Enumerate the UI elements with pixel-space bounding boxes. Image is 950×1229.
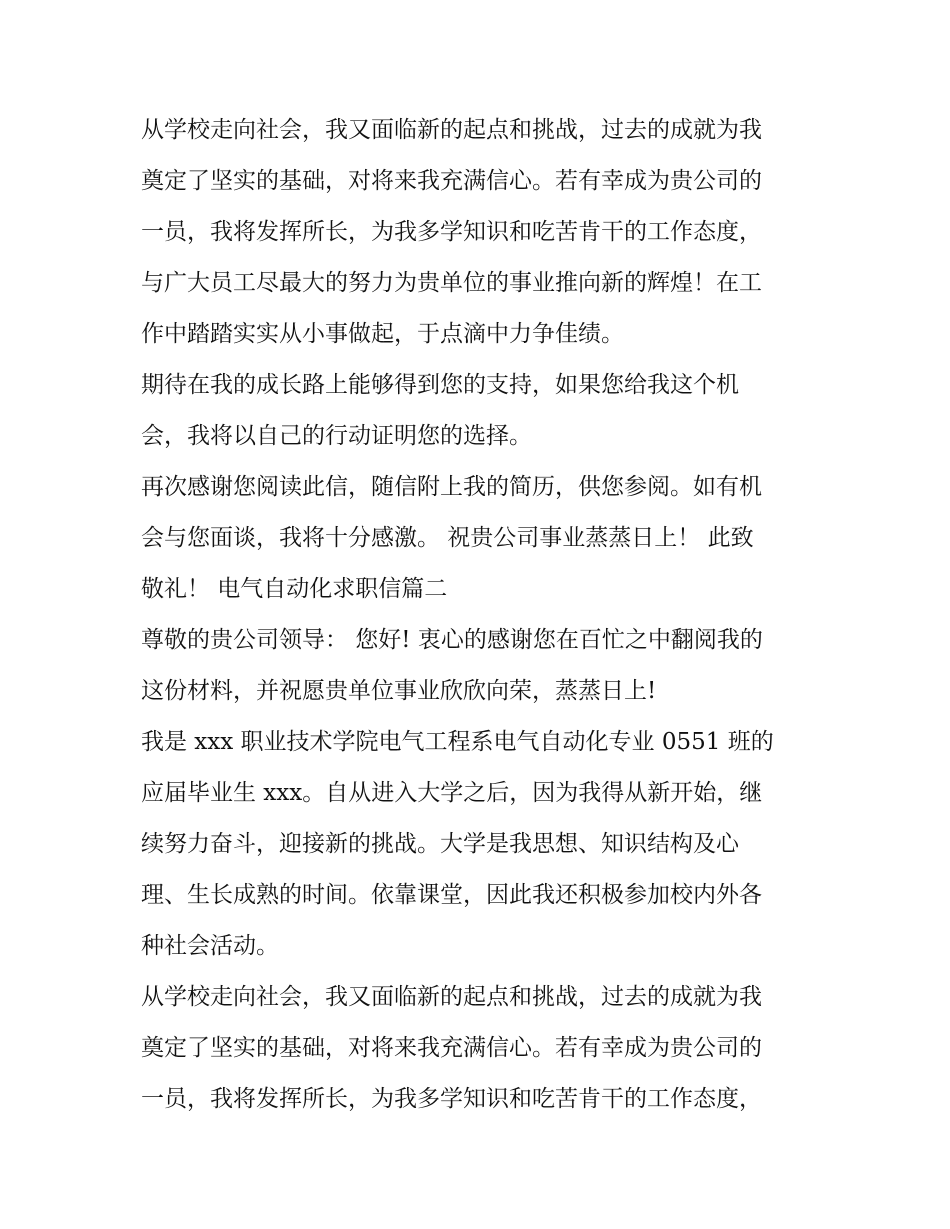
text-line: 敬礼！ 电气自动化求职信篇二 (141, 576, 448, 602)
text-line: 我是 xxx 职业技术学院电气工程系电气自动化专业 0551 班的 (141, 729, 774, 755)
text-line: 奠定了坚实的基础，对将来我充满信心。若有幸成为贵公司的 (141, 168, 762, 194)
text-line: 会与您面谈，我将十分感激。 祝贵公司事业蒸蒸日上！ 此致 (141, 525, 754, 551)
paragraph-2 (141, 364, 814, 466)
text-line: 再次感谢您阅读此信，随信附上我的简历，供您参阅。如有机 (141, 474, 762, 500)
text-line: 与广大员工尽最大的努力为贵单位的事业推向新的辉煌！在工 (141, 270, 762, 296)
text-line: 奠定了坚实的基础，对将来我充满信心。若有幸成为贵公司的 (141, 1035, 762, 1061)
text-line: 作中踏踏实实从小事做起，于点滴中力争佳绩。 (141, 321, 624, 347)
text-line: 应届毕业生 xxx。自从进入大学之后，因为我得从新开始，继 (141, 780, 763, 806)
text-line: 这份材料，并祝愿贵单位事业欣欣向荣，蒸蒸日上! (141, 678, 657, 704)
text-line: 一员，我将发挥所长，为我多学知识和吃苦肯干的工作态度， (141, 219, 762, 245)
paragraph-3 (141, 466, 814, 619)
text-line: 从学校走向社会，我又面临新的起点和挑战，过去的成就为我 (141, 117, 762, 143)
text-line: 期待在我的成长路上能够得到您的支持，如果您给我这个机 (141, 372, 739, 398)
text-line: 续努力奋斗，迎接新的挑战。大学是我思想、知识结构及心 (141, 831, 739, 857)
text-line: 一员，我将发挥所长，为我多学知识和吃苦肯干的工作态度， (141, 1086, 762, 1112)
paragraph-5 (141, 721, 814, 976)
text-line: 理、生长成熟的时间。依靠课堂，因此我还积极参加校内外各 (141, 882, 762, 908)
text-line: 会，我将以自己的行动证明您的选择。 (141, 423, 532, 449)
text-line: 尊敬的贵公司领导： 您好! 衷心的感谢您在百忙之中翻阅我的 (141, 627, 763, 653)
text-line: 从学校走向社会，我又面临新的起点和挑战，过去的成就为我 (141, 984, 762, 1010)
text-line: 种社会活动。 (141, 933, 279, 959)
paragraph-4 (141, 619, 814, 721)
paragraph-6 (141, 976, 814, 1129)
paragraph-1 (141, 109, 814, 364)
